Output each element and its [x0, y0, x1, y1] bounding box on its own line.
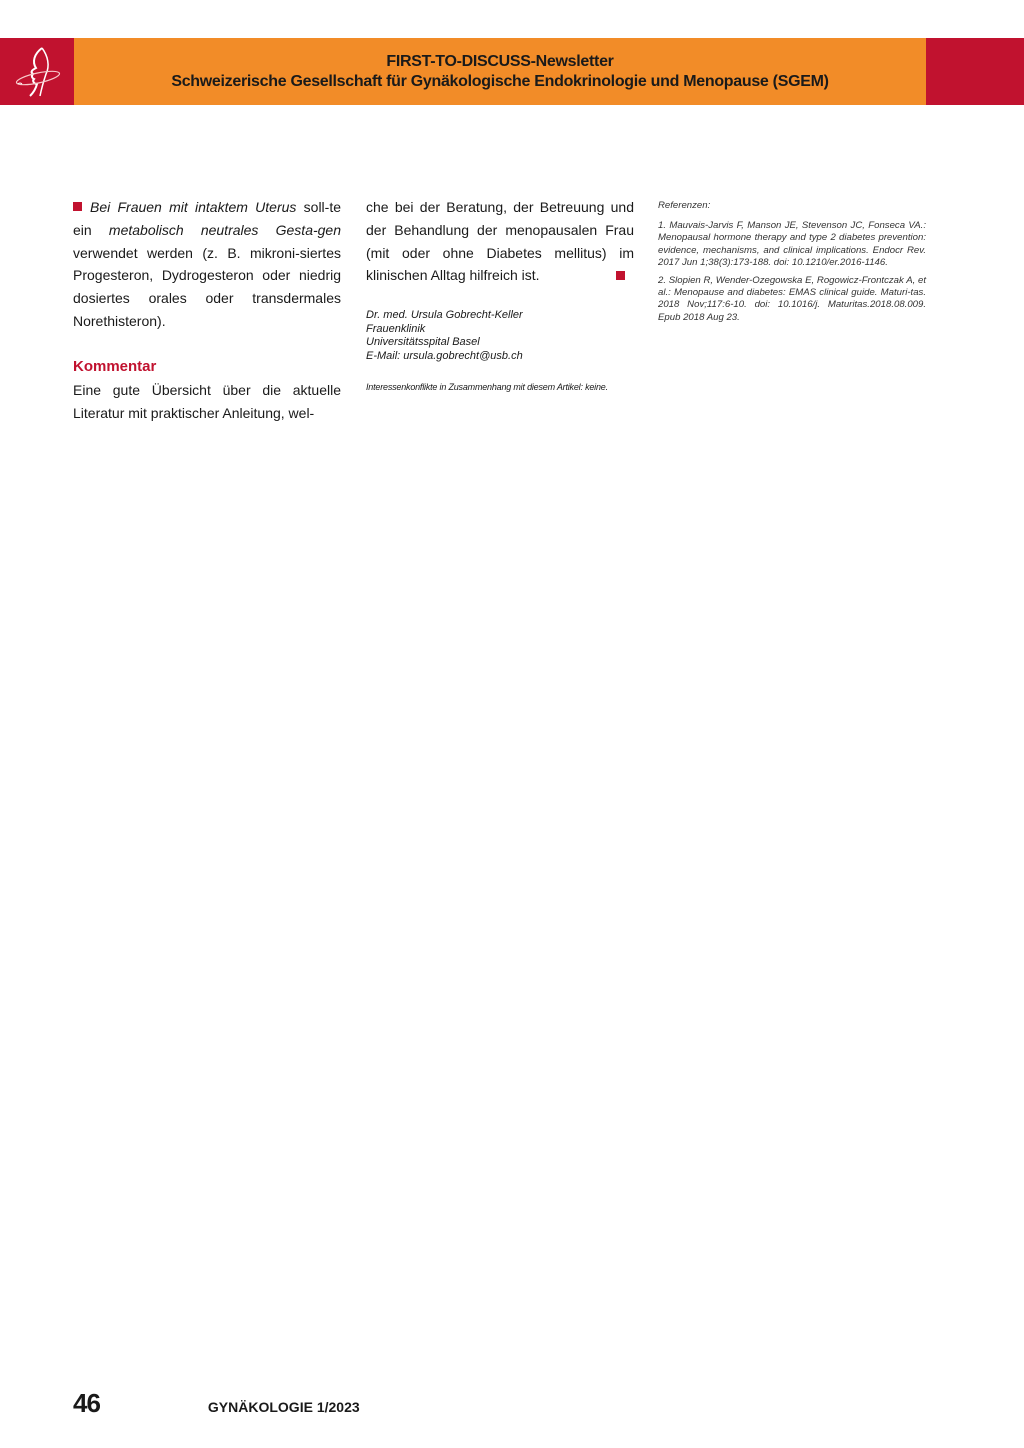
author-name: Dr. med. Ursula Gobrecht-Keller — [366, 309, 523, 322]
author-email: E-Mail: ursula.gobrecht@usb.ch — [366, 349, 523, 362]
end-square-icon — [616, 271, 625, 280]
author-hospital: Universitätsspital Basel — [366, 336, 480, 349]
column-1 — [73, 196, 341, 424]
bullet-paragraph — [73, 196, 341, 333]
references-heading: Referenzen: — [658, 200, 711, 211]
references-column — [658, 200, 926, 330]
page-footer — [73, 1388, 360, 1424]
header-right-block — [926, 38, 1024, 105]
section-heading-kommentar: Kommentar — [73, 357, 157, 375]
woman-profile-logo-icon — [12, 44, 64, 100]
reference-item: 2. Slopien R, Wender-Ozegowska E, Rogowicz-Frontczak A, et al.: Menopause and diabetes: EMAS clinical guide. Maturi-tas. 2018 Nov;117:6-10. doi: 10.1016/j. Maturitas.2018.08.009. Epub 2018 Aug 23. — [658, 275, 926, 323]
reference-item: 1. Mauvais-Jarvis F, Manson JE, Stevenson JC, Fonseca VA.: Menopausal hormone therapy and type 2 diabetes prevention: evidence, mechanisms, and clinical implications. Endocr Rev. 2017 Jun 1;38(3):173-188. doi: 10.1210/er.2016-1146. — [658, 220, 926, 268]
bullet-italic-text-2: metabolisch neutrales Gesta-gen — [108, 221, 341, 238]
newsletter-title: FIRST-TO-DISCUSS-Newsletter — [386, 52, 614, 70]
comment-continuation — [366, 196, 634, 287]
conflict-statement: Interessenkonflikte in Zusammenhang mit diesem Artikel: keine. — [366, 381, 608, 392]
bullet-text-1: soll-te ein — [73, 199, 341, 238]
column-2 — [366, 196, 634, 392]
author-department: Frauenklinik — [366, 322, 426, 335]
society-title: Schweizerische Gesellschaft für Gynäkologische Endokrinologie und Menopause (SGEM) — [171, 72, 829, 90]
comment-continuation-text: che bei der Beratung, der Betreuung und der Behandlung der menopausalen Frau (mit oder ohne Diabetes mellitus) im klinischen Alltag hilfreich ist. — [366, 199, 634, 284]
header-titles — [74, 38, 926, 105]
page-number: 46 — [73, 1388, 100, 1418]
comment-paragraph: Eine gute Übersicht über die aktuelle Literatur mit praktischer Anleitung, wel- — [73, 381, 341, 421]
bullet-square-icon — [73, 202, 82, 211]
bullet-italic-text: Bei Frauen mit intaktem Uterus — [90, 199, 297, 215]
header-logo-block — [0, 38, 74, 105]
bullet-text-2: verwendet werden (z. B. mikroni-siertes Progesteron, Dydrogesteron oder niedrig dosiertes orales oder transdermales Norethisteron). — [73, 244, 341, 329]
journal-name: GYNÄKOLOGIE 1/2023 — [207, 1399, 360, 1415]
author-block — [366, 309, 634, 363]
page-header — [0, 38, 1024, 105]
